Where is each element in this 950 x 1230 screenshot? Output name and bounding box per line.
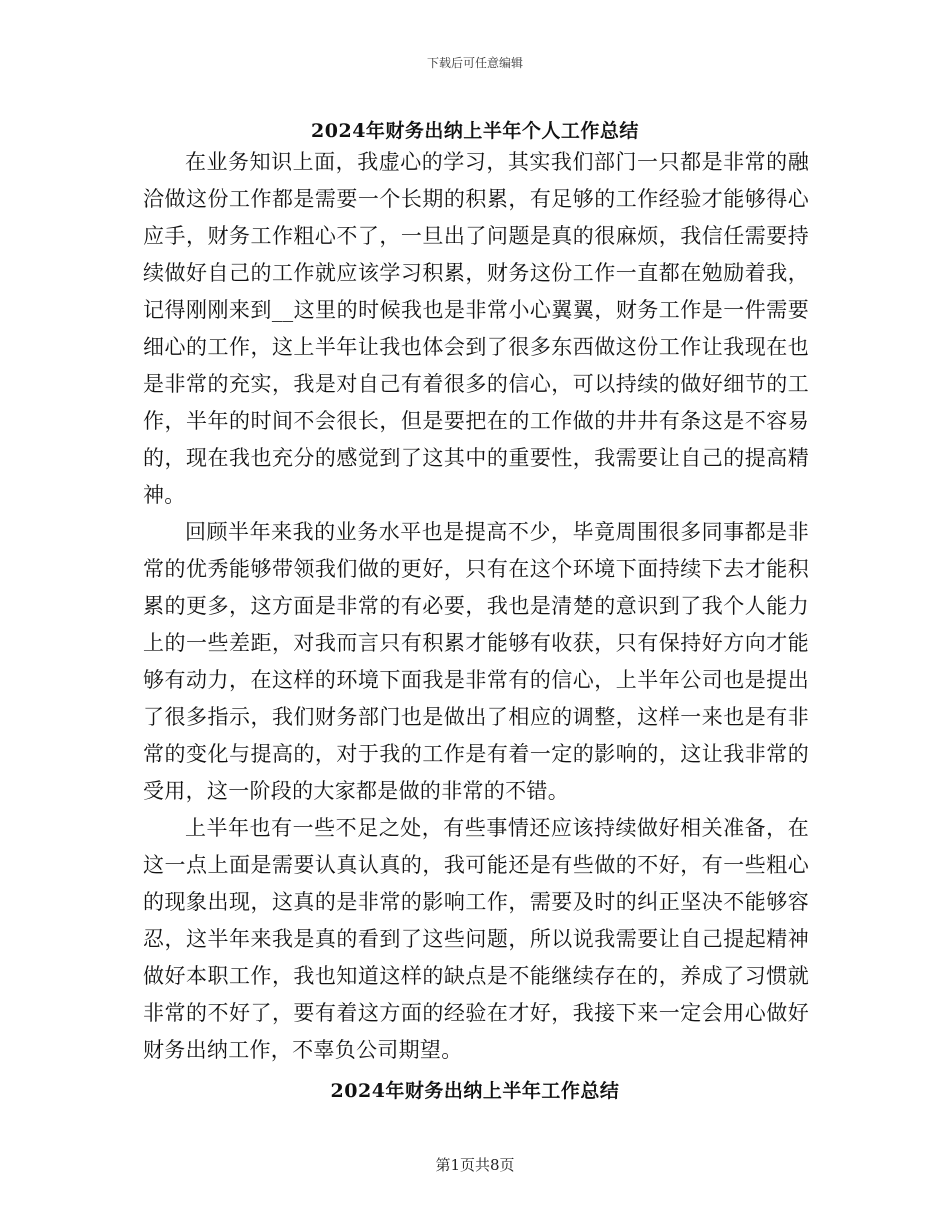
next-section-title: 2024年财务出纳上半年工作总结	[330, 1080, 620, 1102]
document-title: 2024年财务出纳上半年个人工作总结	[311, 120, 639, 142]
paragraph-2: 回顾半年来我的业务水平也是提高不少，毕竟周围很多同事都是非常的优秀能够带领我们做的更好，只有在这个环境下面持续下去才能积累的更多，这方面是非常的有必要，我也是清楚的意识到了我个人能力上的一些差距，对我而言只有积累才能够有收获，只有保持好方向才能够有动力，在这样的环境下面我是非常有的信心，上半年公司也是提出了很多指示，我们财务部门也是做出了相应的调整，这样一来也是有非常的变化与提高的，对于我的工作是有着一定的影响的，这让我非常的受用，这一阶段的大家都是做的非常的不错。	[143, 520, 809, 803]
document-body	[143, 144, 809, 1069]
paragraph-1: 在业务知识上面，我虚心的学习，其实我们部门一只都是非常的融洽做这份工作都是需要一个长期的积累，有足够的工作经验才能够得心应手，财务工作粗心不了，一旦出了问题是真的很麻烦，我信任需要持续做好自己的工作就应该学习积累，财务这份工作一直都在勉励着我，记得刚刚来到__这里的时候我也是非常小心翼翼，财务工作是一件需要细心的工作，这上半年让我也体会到了很多东西做这份工作让我现在也是非常的充实，我是对自己有着很多的信心，可以持续的做好细节的工作，半年的时间不会很长，但是要把在的工作做的井井有条这是不容易的，现在我也充分的感觉到了这其中的重要性，我需要让自己的提高精神。	[143, 150, 809, 507]
paragraph-3: 上半年也有一些不足之处，有些事情还应该持续做好相关准备，在这一点上面是需要认真认真的，我可能还是有些做的不好，有一些粗心的现象出现，这真的是非常的影响工作，需要及时的纠正坚决不能够容忍，这半年来我是真的看到了这些问题，所以说我需要让自己提起精神做好本职工作，我也知道这样的缺点是不能继续存在的，养成了习惯就非常的不好了，要有着这方面的经验在才好，我接下来一定会用心做好财务出纳工作，不辜负公司期望。	[143, 816, 809, 1062]
header-note: 下载后可任意编辑	[426, 56, 523, 70]
page-number: 第1页共8页	[435, 1156, 515, 1174]
